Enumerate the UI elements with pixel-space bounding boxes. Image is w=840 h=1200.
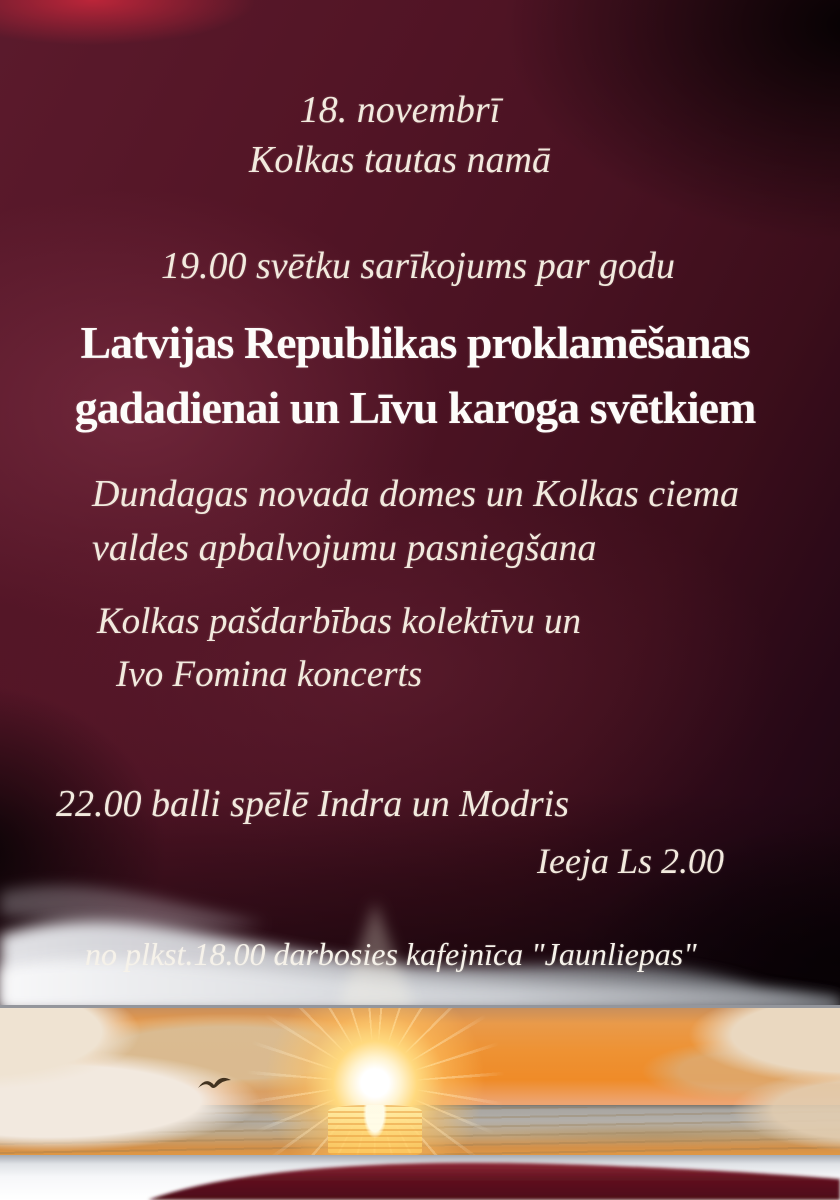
ball-line: 22.00 balli spēlē Indra un Modris	[56, 783, 569, 825]
seagull-icon	[196, 1074, 234, 1094]
bottom-white-band	[0, 1155, 840, 1200]
entry-fee-line: Ieeja Ls 2.00	[537, 841, 724, 881]
concert-line2: Ivo Fomina koncerts	[116, 653, 423, 695]
red-fabric-fold	[0, 1155, 840, 1200]
event-title-line1: Latvijas Republikas proklamēšanas	[80, 317, 750, 368]
event-date-line: 18. novembrī	[299, 89, 501, 131]
sunset-photo	[0, 1005, 840, 1158]
concert-line1: Kolkas pašdarbības kolektīvu un	[97, 601, 582, 642]
event-title-line2: gadadienai un Līvu karoga svētkiem	[74, 382, 756, 434]
concert-paragraph	[97, 596, 581, 701]
event-venue-line: Kolkas tautas namā	[249, 139, 551, 181]
opening-time-line: 19.00 svētku sarīkojums par godu	[160, 245, 676, 287]
awards-line1: Dundagas novada domes un Kolkas ciema	[92, 473, 739, 515]
awards-paragraph	[92, 468, 739, 576]
sun-reflection	[328, 1105, 422, 1158]
event-title	[0, 310, 830, 441]
cafe-line: no plkst.18.00 darbosies kafejnīca "Jaunliepas"	[85, 936, 697, 972]
awards-line2: valdes apbalvojumu pasniegšana	[92, 526, 597, 569]
